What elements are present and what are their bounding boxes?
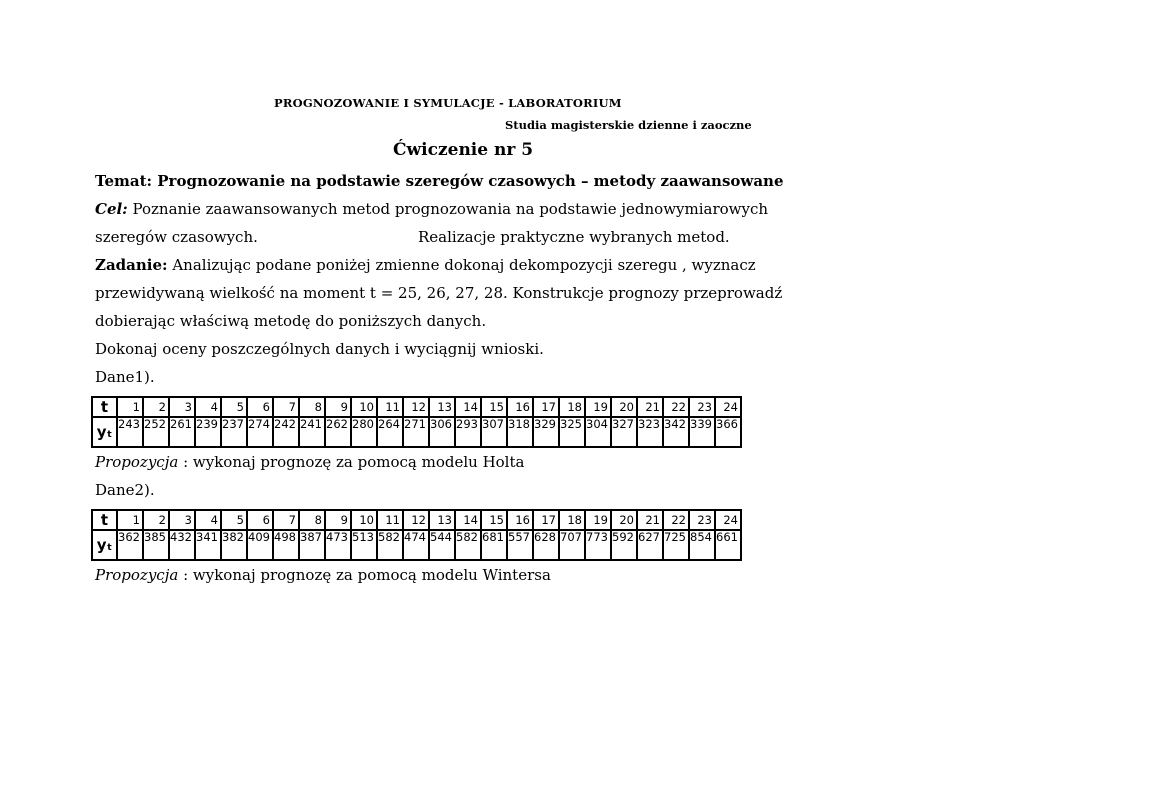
t-cell: 1 xyxy=(117,510,143,530)
topic-line: Temat: Prognozowanie na podstawie szeregów czasowych – metody zaawansowane xyxy=(95,172,784,190)
t-cell: 8 xyxy=(299,397,325,417)
task-line-3: dobierając właściwą metodę do poniższych danych. xyxy=(95,312,487,330)
y-cell: 239 xyxy=(195,417,221,447)
y-cell: 306 xyxy=(429,417,455,447)
y-cell: 237 xyxy=(221,417,247,447)
y-cell: 339 xyxy=(689,417,715,447)
t-cell: 24 xyxy=(715,397,741,417)
y-cell: 243 xyxy=(117,417,143,447)
dataset-1-t-row xyxy=(92,397,741,417)
dataset-1-table xyxy=(91,396,742,448)
y-cell: 582 xyxy=(455,530,481,560)
t-cell: 12 xyxy=(403,510,429,530)
t-cell: 16 xyxy=(507,397,533,417)
t-cell: 17 xyxy=(533,397,559,417)
t-cell: 21 xyxy=(637,397,663,417)
t-cell: 20 xyxy=(611,510,637,530)
task-label: Zadanie: xyxy=(95,256,168,274)
t-cell: 10 xyxy=(351,510,377,530)
t-cell: 15 xyxy=(481,397,507,417)
dataset-2-t-row xyxy=(92,510,741,530)
goal-label: Cel: xyxy=(95,200,128,218)
y-cell: 293 xyxy=(455,417,481,447)
t-cell: 22 xyxy=(663,397,689,417)
t-cell: 20 xyxy=(611,397,637,417)
t-cell: 19 xyxy=(585,510,611,530)
y-cell: 382 xyxy=(221,530,247,560)
t-cell: 23 xyxy=(689,397,715,417)
t-cell: 7 xyxy=(273,510,299,530)
t-cell: 13 xyxy=(429,397,455,417)
y-cell: 274 xyxy=(247,417,273,447)
y-cell: 261 xyxy=(169,417,195,447)
exercise-title: Ćwiczenie nr 5 xyxy=(393,140,534,160)
y-cell: 473 xyxy=(325,530,351,560)
y-cell: 366 xyxy=(715,417,741,447)
dataset-1-title: Dane1). xyxy=(95,368,155,386)
t-cell: 5 xyxy=(221,510,247,530)
t-cell: 4 xyxy=(195,397,221,417)
t-cell: 6 xyxy=(247,397,273,417)
y-cell: 707 xyxy=(559,530,585,560)
y-cell: 592 xyxy=(611,530,637,560)
y-cell: 854 xyxy=(689,530,715,560)
dataset-1-proposal xyxy=(95,453,524,471)
t-cell: 3 xyxy=(169,397,195,417)
t-cell: 18 xyxy=(559,397,585,417)
y-cell: 474 xyxy=(403,530,429,560)
y-cell: 280 xyxy=(351,417,377,447)
goal-line-2a: szeregów czasowych. xyxy=(95,228,258,246)
y-cell: 323 xyxy=(637,417,663,447)
t-cell: 1 xyxy=(117,397,143,417)
t-cell: 4 xyxy=(195,510,221,530)
t-cell: 6 xyxy=(247,510,273,530)
task-line-1 xyxy=(95,256,756,274)
t-cell: 16 xyxy=(507,510,533,530)
goal-text-1: Poznanie zaawansowanych metod prognozowania na podstawie jednowymiarowych xyxy=(127,200,769,218)
y-cell: 262 xyxy=(325,417,351,447)
t-cell: 18 xyxy=(559,510,585,530)
t-cell: 5 xyxy=(221,397,247,417)
t-cell: 14 xyxy=(455,397,481,417)
y-cell: 661 xyxy=(715,530,741,560)
y-cell: 242 xyxy=(273,417,299,447)
y-cell: 341 xyxy=(195,530,221,560)
task-line-2: przewidywaną wielkość na moment t = 25, 26, 27, 28. Konstrukcje prognozy przeprowadź xyxy=(95,284,783,302)
y-cell: 264 xyxy=(377,417,403,447)
y-cell: 773 xyxy=(585,530,611,560)
t-cell: 21 xyxy=(637,510,663,530)
dataset-2-proposal xyxy=(95,566,551,584)
t-cell: 11 xyxy=(377,510,403,530)
course-title: PROGNOZOWANIE I SYMULACJE - LABORATORIUM xyxy=(274,96,622,110)
t-cell: 9 xyxy=(325,397,351,417)
y-cell: 409 xyxy=(247,530,273,560)
y-cell: 241 xyxy=(299,417,325,447)
task-line-4: Dokonaj oceny poszczególnych danych i wyciągnij wnioski. xyxy=(95,340,544,358)
t-label: t xyxy=(92,397,117,417)
studies-subtitle: Studia magisterskie dzienne i zaoczne xyxy=(505,118,752,132)
dataset-2-table xyxy=(91,509,742,561)
y-cell: 252 xyxy=(143,417,169,447)
y-cell: 432 xyxy=(169,530,195,560)
y-cell: 318 xyxy=(507,417,533,447)
y-cell: 627 xyxy=(637,530,663,560)
t-cell: 13 xyxy=(429,510,455,530)
proposal-label: Propozycja xyxy=(95,566,179,584)
t-cell: 17 xyxy=(533,510,559,530)
dataset-1-y-row xyxy=(92,417,741,447)
t-cell: 23 xyxy=(689,510,715,530)
proposal-text: : wykonaj prognozę za pomocą modelu Wintersa xyxy=(178,566,551,584)
y-cell: 327 xyxy=(611,417,637,447)
t-cell: 24 xyxy=(715,510,741,530)
y-cell: 271 xyxy=(403,417,429,447)
goal-line-1 xyxy=(95,200,768,218)
t-cell: 10 xyxy=(351,397,377,417)
y-cell: 544 xyxy=(429,530,455,560)
dataset-2-title: Dane2). xyxy=(95,481,155,499)
y-label: yₜ xyxy=(92,417,117,447)
t-label: t xyxy=(92,510,117,530)
dataset-2-y-row xyxy=(92,530,741,560)
y-cell: 681 xyxy=(481,530,507,560)
y-cell: 582 xyxy=(377,530,403,560)
y-cell: 329 xyxy=(533,417,559,447)
t-cell: 19 xyxy=(585,397,611,417)
goal-line-2b: Realizacje praktyczne wybranych metod. xyxy=(418,228,730,246)
t-cell: 2 xyxy=(143,510,169,530)
t-cell: 9 xyxy=(325,510,351,530)
proposal-label: Propozycja xyxy=(95,453,179,471)
y-cell: 498 xyxy=(273,530,299,560)
y-cell: 307 xyxy=(481,417,507,447)
t-cell: 11 xyxy=(377,397,403,417)
y-cell: 628 xyxy=(533,530,559,560)
y-cell: 725 xyxy=(663,530,689,560)
y-cell: 513 xyxy=(351,530,377,560)
t-cell: 8 xyxy=(299,510,325,530)
y-cell: 304 xyxy=(585,417,611,447)
t-cell: 14 xyxy=(455,510,481,530)
t-cell: 22 xyxy=(663,510,689,530)
t-cell: 12 xyxy=(403,397,429,417)
t-cell: 3 xyxy=(169,510,195,530)
y-cell: 325 xyxy=(559,417,585,447)
proposal-text: : wykonaj prognozę za pomocą modelu Holta xyxy=(178,453,525,471)
task-text-1: Analizując podane poniżej zmienne dokonaj dekompozycji szeregu , wyznacz xyxy=(167,256,756,274)
y-cell: 557 xyxy=(507,530,533,560)
y-cell: 342 xyxy=(663,417,689,447)
y-cell: 362 xyxy=(117,530,143,560)
t-cell: 7 xyxy=(273,397,299,417)
t-cell: 2 xyxy=(143,397,169,417)
y-cell: 387 xyxy=(299,530,325,560)
t-cell: 15 xyxy=(481,510,507,530)
y-label: yₜ xyxy=(92,530,117,560)
y-cell: 385 xyxy=(143,530,169,560)
